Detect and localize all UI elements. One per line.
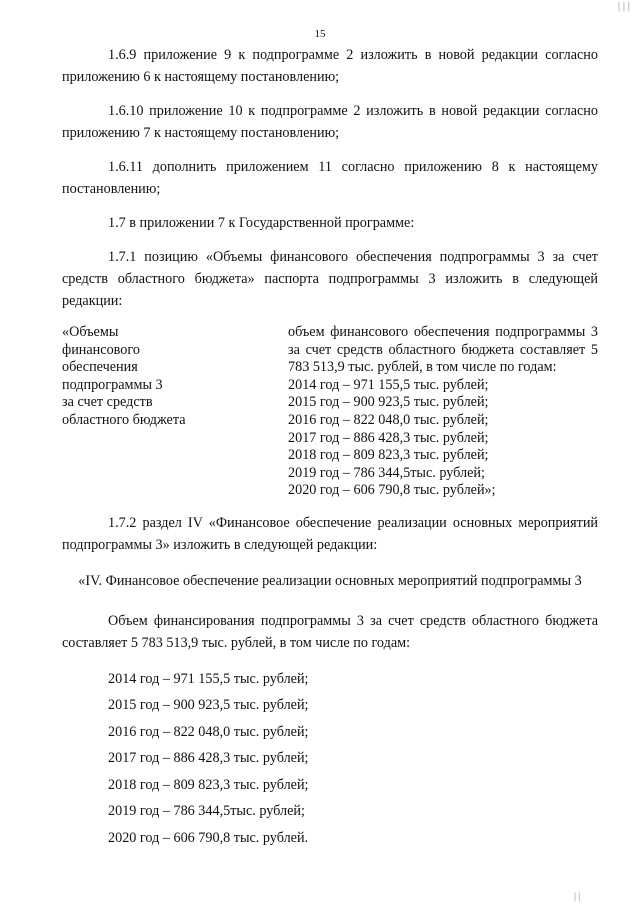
- year-line: 2016 год – 822 048,0 тыс. рублей;: [108, 723, 309, 740]
- paragraph-17: 1.7 в приложении 7 к Государственной программе:: [108, 215, 415, 231]
- year-line: 2020 год – 606 790,8 тыс. рублей.: [108, 829, 309, 846]
- paragraph-171: 1.7.1 позицию «Объемы финансового обеспечения подпрограммы 3 за счет средств областного бюджета» паспорта подпрограммы 3 изложить в следующей редакции:: [62, 249, 598, 309]
- table-left-column: [62, 324, 288, 500]
- page-number: 15: [314, 28, 326, 40]
- table-year-line: 2016 год – 822 048,0 тыс. рублей;: [288, 411, 489, 428]
- paragraph-169: 1.6.9 приложение 9 к подпрограмме 2 изложить в новой редакции согласно приложению 6 к настоящему постановлению;: [62, 47, 598, 85]
- table-left-line: подпрограммы 3: [62, 376, 163, 393]
- paragraph-volume: Объем финансирования подпрограммы 3 за счет средств областного бюджета составляет 5 783 513,9 тыс. рублей, в том числе по годам:: [62, 612, 598, 651]
- table-left-line: за счет средств: [62, 394, 153, 411]
- table-right-intro: объем финансового обеспечения подпрограммы 3 за счет средств областного бюджета составляет 5 783 513,9 тыс. рублей, в том числе по годам:: [288, 324, 598, 376]
- paragraph-1610: 1.6.10 приложение 10 к подпрограмме 2 изложить в новой редакции согласно приложению 7 к настоящему постановлению;: [62, 103, 598, 141]
- document-body: [62, 44, 598, 851]
- table-left-line: областного бюджета: [62, 411, 186, 428]
- paragraph-172: 1.7.2 раздел IV «Финансовое обеспечение реализации основных мероприятий подпрограммы 3» изложить в следующей редакции:: [62, 514, 598, 553]
- section-title: «IV. Финансовое обеспечение реализации основных мероприятий подпрограммы 3: [78, 572, 582, 589]
- year-line: 2019 год – 786 344,5тыс. рублей;: [108, 803, 305, 820]
- table-left-line: финансового: [62, 341, 140, 358]
- table-right-column: [288, 324, 598, 500]
- table-left-line: «Объемы: [62, 324, 119, 340]
- year-line: 2017 год – 886 428,3 тыс. рублей;: [108, 750, 309, 767]
- table-left-line: обеспечения: [62, 359, 138, 376]
- paragraph-1611: 1.6.11 дополнить приложением 11 согласно приложению 8 к настоящему постановлению;: [62, 159, 598, 197]
- funding-table: [62, 324, 598, 500]
- table-year-line: 2015 год – 900 923,5 тыс. рублей;: [288, 394, 489, 411]
- year-line: 2015 год – 900 923,5 тыс. рублей;: [108, 697, 309, 714]
- year-list: [62, 666, 598, 852]
- table-year-line: 2018 год – 809 823,3 тыс. рублей;: [288, 447, 489, 464]
- year-line: 2014 год – 971 155,5 тыс. рублей;: [108, 670, 309, 687]
- bottom-mark: | |: [574, 891, 580, 901]
- corner-mark: | | |: [617, 0, 630, 12]
- table-year-line: 2017 год – 886 428,3 тыс. рублей;: [288, 429, 489, 446]
- table-year-line: 2020 год – 606 790,8 тыс. рублей»;: [288, 482, 496, 499]
- year-line: 2018 год – 809 823,3 тыс. рублей;: [108, 776, 309, 793]
- table-year-line: 2014 год – 971 155,5 тыс. рублей;: [288, 376, 489, 393]
- table-year-line: 2019 год – 786 344,5тыс. рублей;: [288, 464, 485, 481]
